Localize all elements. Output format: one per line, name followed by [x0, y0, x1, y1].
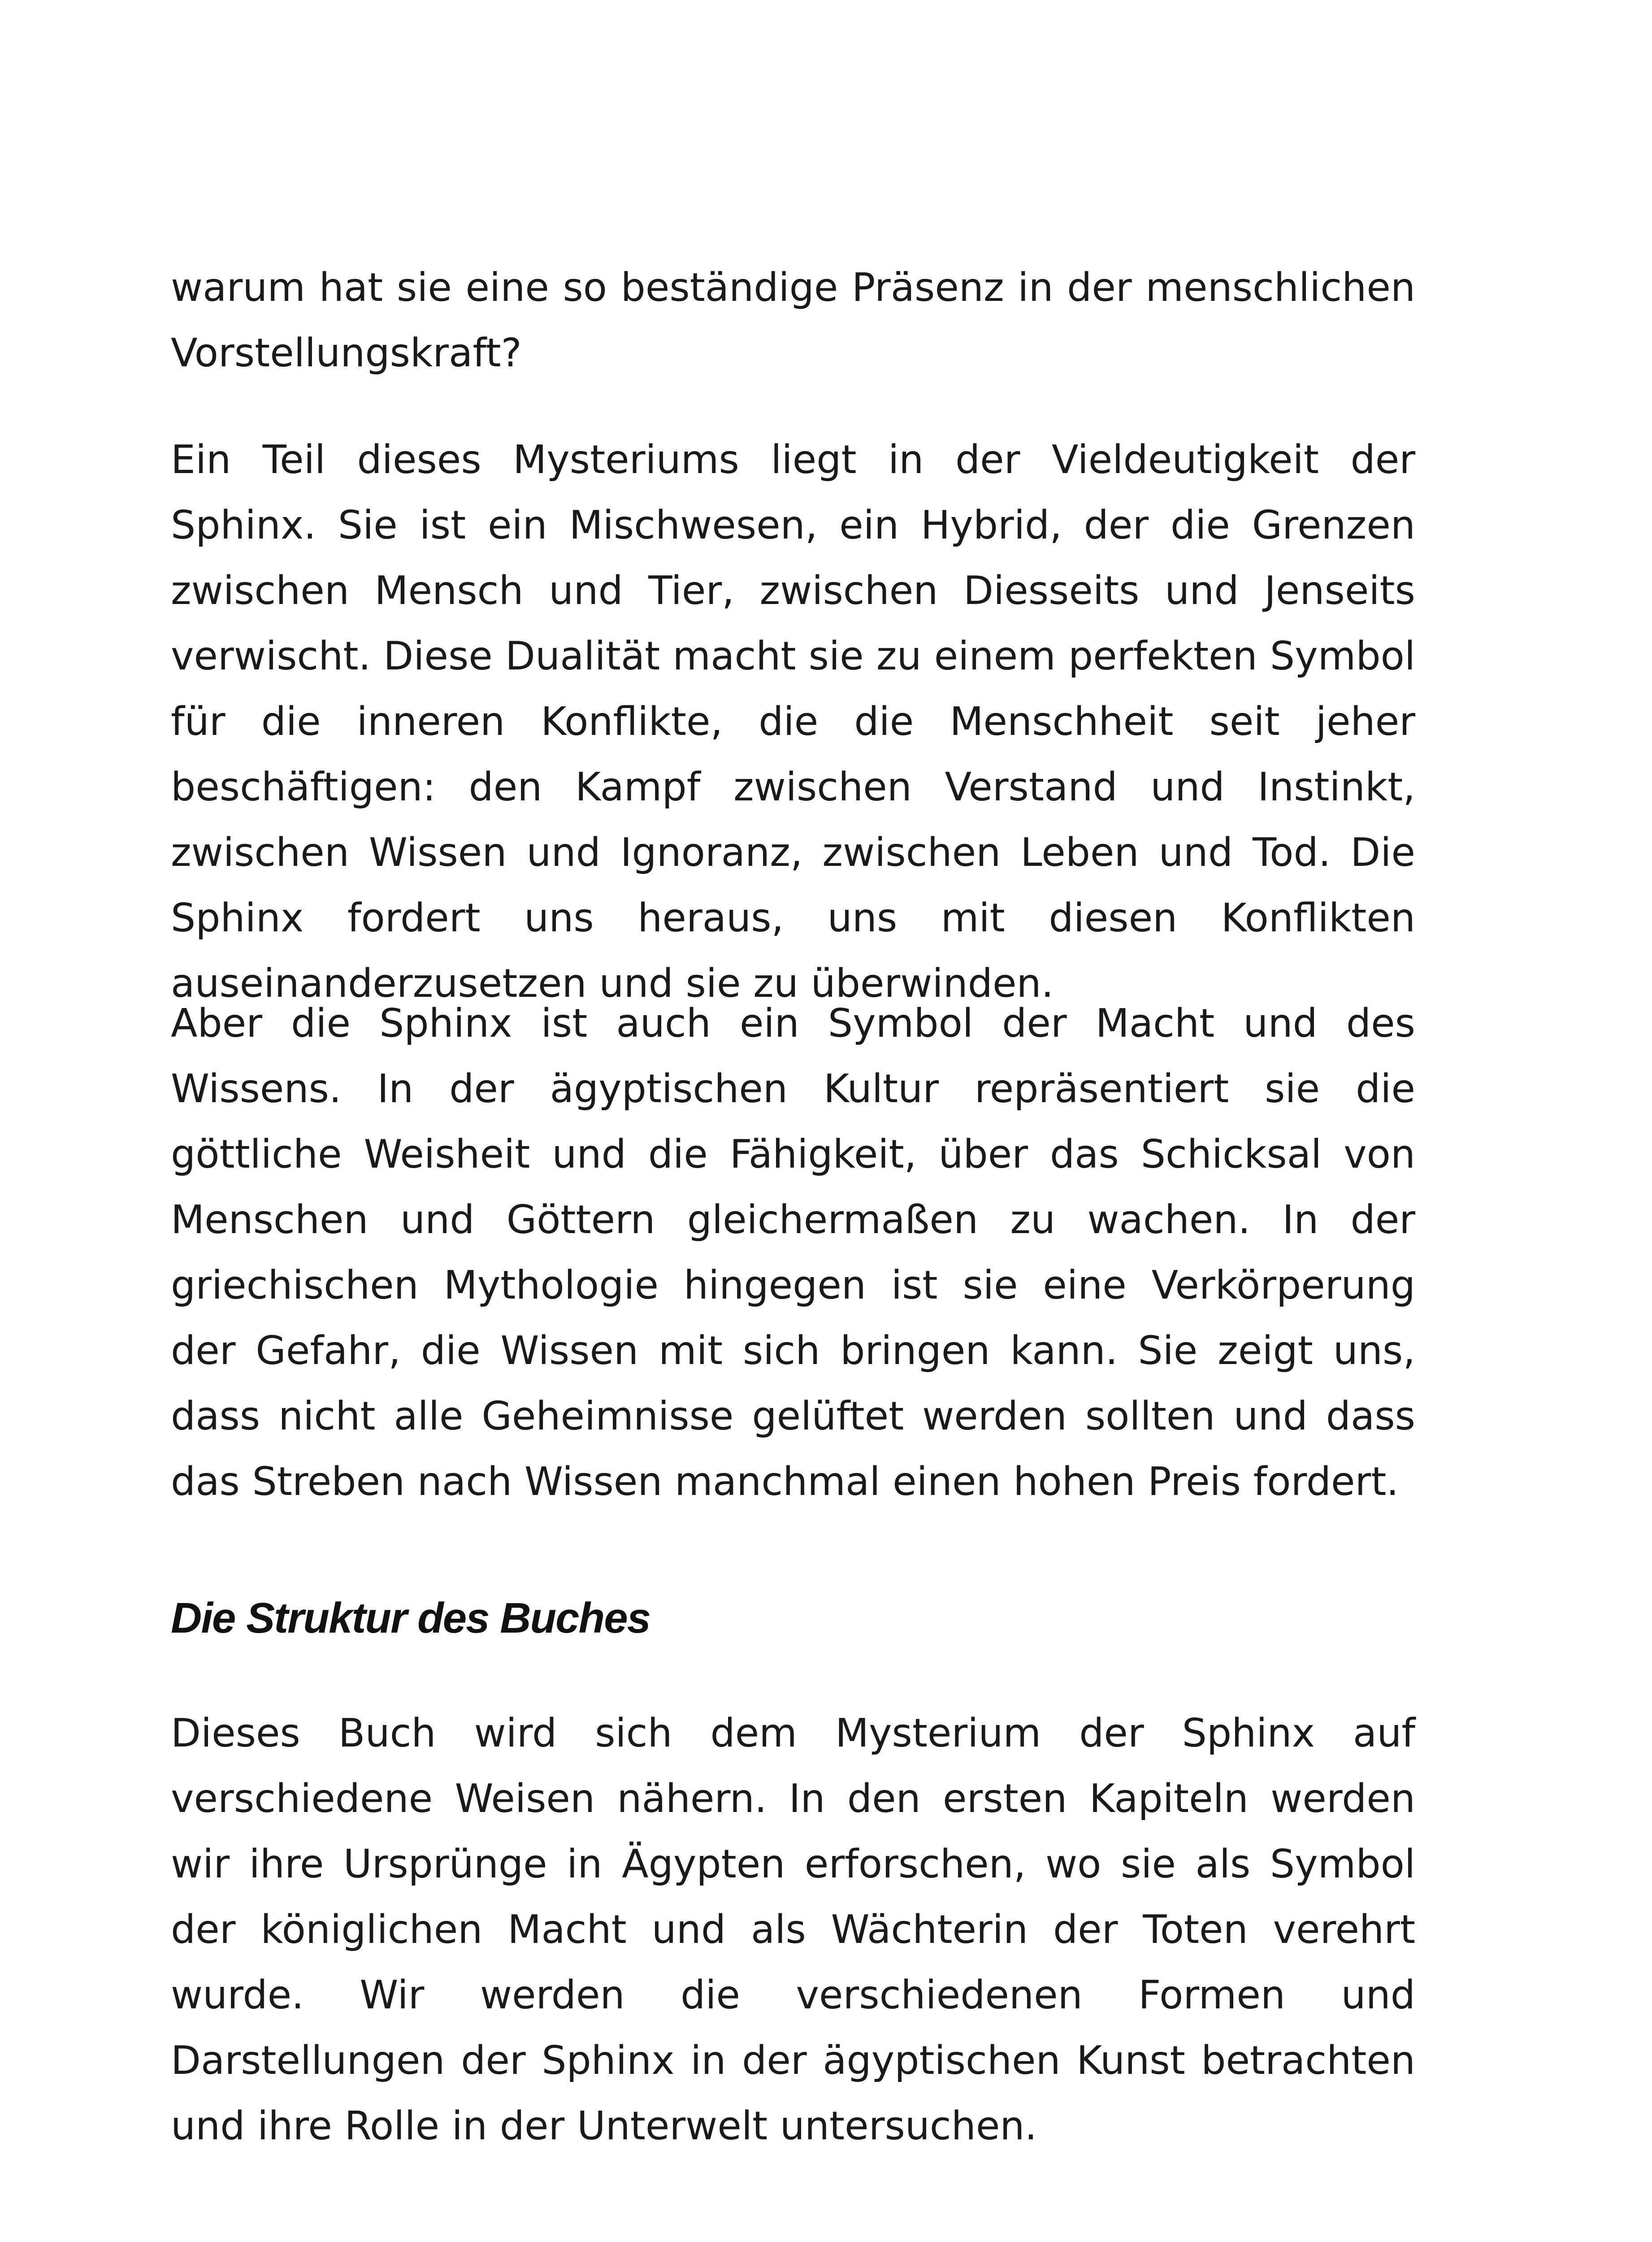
paragraph-macht-und-wissen: Aber die Sphinx ist auch ein Symbol der Macht und des Wissens. In der ägyptischen Kultur repräsentiert sie die göttliche Weisheit und die Fähigkeit, über das Schicksal von Menschen und Göttern gleichermaßen zu wachen. In der griechischen Mythologie hingegen ist sie eine Verkörperung der Gefahr, die Wissen mit sich bringen kann. Sie zeigt uns, dass nicht alle Geheimnisse gelüftet werden sollten und dass das Streben nach Wissen manchmal einen hohen Preis fordert. [171, 1000, 1415, 1504]
paragraph-struktur: Dieses Buch wird sich dem Mysterium der Sphinx auf verschiedene Weisen nähern. In den ersten Kapiteln werden wir ihre Ursprünge in Ägypten erforschen, wo sie als Symbol der königlichen Macht und als Wächterin der Toten verehrt wurde. Wir werden die verschiedenen Formen und Darstellungen der Sphinx in der ägyptischen Kunst betrachten und ihre Rolle in der Unterwelt untersuchen. [171, 1710, 1415, 2149]
paragraph-vieldeutigkeit: Ein Teil dieses Mysteriums liegt in der Vieldeutigkeit der Sphinx. Sie ist ein Mischwesen, ein Hybrid, der die Grenzen zwischen Mensch und Tier, zwischen Diesseits und Jenseits verwischt. Diese Dualität macht sie zu einem perfekten Symbol für die inneren Konflikte, die die Menschheit seit jeher beschäftigen: den Kampf zwischen Verstand und Instinkt, zwischen Wissen und Ignoranz, zwischen Leben und Tod. Die Sphinx fordert uns heraus, uns mit diesen Konflikten auseinanderzusetzen und sie zu überwinden. [171, 437, 1415, 1006]
section-heading: Die Struktur des Buches [171, 1594, 650, 1642]
paragraph-continuation: warum hat sie eine so beständige Präsenz in der menschlichen Vorstellungskraft? [171, 265, 1415, 376]
